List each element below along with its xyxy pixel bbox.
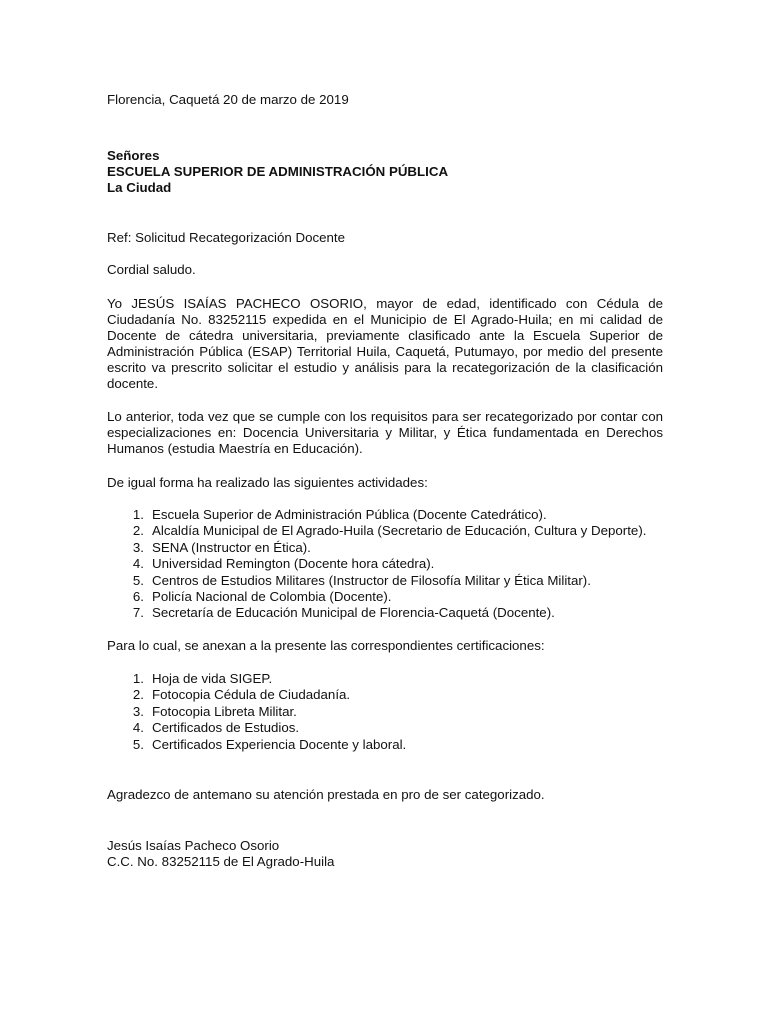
body-paragraph-4: Para lo cual, se anexan a la presente las correspondientes certificaciones: (107, 638, 545, 653)
list-item-number: 2. (132, 687, 144, 703)
list-item-text: Alcaldía Municipal de El Agrado-Huila (Secretario de Educación, Cultura y Deporte). (152, 523, 647, 539)
list-item-text: Secretaría de Educación Municipal de Florencia-Caquetá (Docente). (152, 605, 555, 621)
list-item-text: Policía Nacional de Colombia (Docente). (152, 588, 392, 604)
list-item-number: 3. (132, 539, 144, 555)
list-item (107, 523, 663, 539)
list-item-number: 5. (132, 572, 144, 588)
list-item (107, 540, 663, 556)
list-item (107, 605, 663, 621)
list-item-text: Certificados Experiencia Docente y laboral. (152, 736, 407, 752)
list-item-text: Centros de Estudios Militares (Instructor de Filosofía Militar y Ética Militar). (152, 572, 591, 588)
list-item (107, 720, 663, 736)
list-item-text: Universidad Remington (Docente hora cátedra). (152, 556, 435, 572)
list-item (107, 671, 663, 687)
list-item (107, 556, 663, 572)
closing-line: Agradezco de antemano su atención prestada en pro de ser categorizado. (107, 787, 545, 802)
list-item (107, 704, 663, 720)
body-paragraph-2: Lo anterior, toda vez que se cumple con los requisitos para ser recategorizado por contar con especializaciones en: Docencia Universitaria y Militar, y Ética fundamentada en Derechos Humanos (estudia Maestría en Educación). (107, 409, 663, 456)
list-item-number: 1. (132, 671, 144, 686)
list-item (107, 507, 663, 523)
list-item-text: Escuela Superior de Administración Pública (Docente Catedrático). (152, 507, 547, 522)
list-item-text: Fotocopia Libreta Militar. (152, 703, 297, 719)
activities-list (107, 507, 663, 622)
reference-line: Ref: Solicitud Recategorización Docente (107, 230, 345, 245)
list-item-text: SENA (Instructor en Ética). (152, 539, 311, 555)
list-item-number: 7. (132, 605, 144, 621)
list-item-text: Hoja de vida SIGEP. (152, 671, 273, 686)
list-item (107, 589, 663, 605)
addressee-block (107, 148, 663, 196)
list-item-number: 4. (132, 556, 144, 572)
list-item-number: 4. (132, 720, 144, 736)
signature-id-line: C.C. No. 83252115 de El Agrado-Huila (107, 854, 335, 869)
list-item-number: 3. (132, 703, 144, 719)
signature-name: Jesús Isaías Pacheco Osorio (107, 838, 280, 853)
list-item-text: Fotocopia Cédula de Ciudadanía. (152, 687, 351, 703)
body-paragraph-3: De igual forma ha realizado las siguientes actividades: (107, 475, 428, 490)
list-item-number: 1. (132, 507, 144, 522)
list-item-text: Certificados de Estudios. (152, 720, 300, 736)
list-item (107, 573, 663, 589)
date-line: Florencia, Caquetá 20 de marzo de 2019 (107, 92, 349, 107)
list-item-number: 5. (132, 736, 144, 752)
addressee-institution: ESCUELA SUPERIOR DE ADMINISTRACIÓN PÚBLICA (107, 164, 449, 179)
list-item-number: 6. (132, 588, 144, 604)
addressee-salutation: Señores (107, 148, 160, 163)
greeting: Cordial saludo. (107, 262, 196, 277)
addressee-city: La Ciudad (107, 180, 172, 195)
attachments-list (107, 671, 663, 753)
list-item-number: 2. (132, 523, 144, 539)
body-paragraph-1: Yo JESÚS ISAÍAS PACHECO OSORIO, mayor de edad, identificado con Cédula de Ciudadanía No. 83252115 expedida en el Municipio de El Agrado-Huila; en mi calidad de Docente de cátedra universitaria, previamente clasificado ante la Escuela Superior de Administración Pública (ESAP) Territorial Huila, Caquetá, Putumayo, por medio del presente escrito va prescrito solicitar el estudio y análisis para la recategorización de la clasificación docente. (107, 296, 663, 391)
list-item (107, 687, 663, 703)
list-item (107, 737, 663, 753)
